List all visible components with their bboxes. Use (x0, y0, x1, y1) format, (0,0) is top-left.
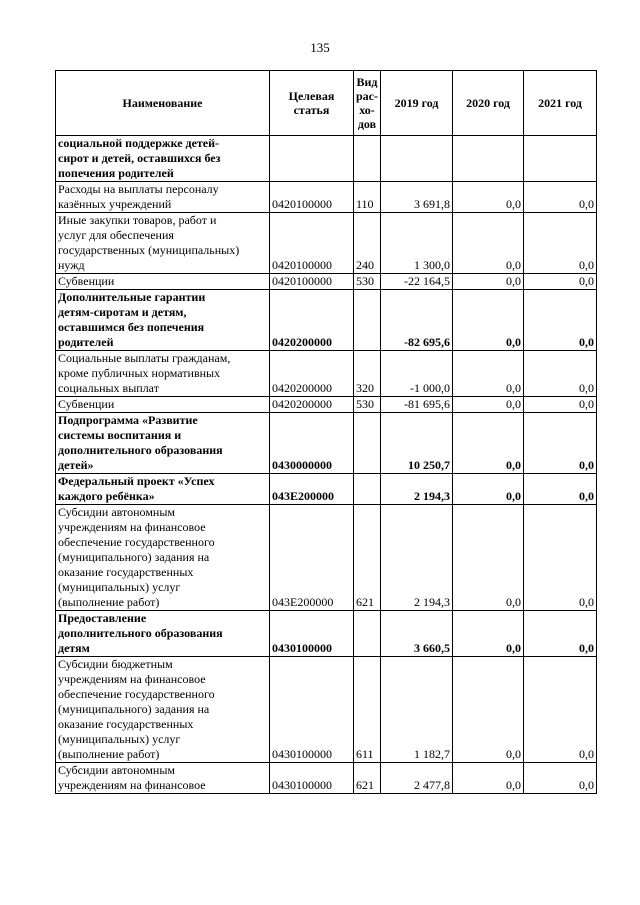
table-row (56, 397, 597, 413)
row-value-2020-cell: 0,0 (453, 397, 524, 413)
row-target-article-cell: 0420100000 (270, 182, 354, 213)
row-value-2021-cell: 0,0 (524, 474, 597, 505)
row-target-article-cell: 0430000000 (270, 413, 354, 474)
row-target-article-cell: 0420200000 (270, 397, 354, 413)
table-row (56, 657, 597, 763)
row-value-2019-cell: 2 194,3 (381, 474, 453, 505)
column-header-expense-kind: Вид рас- хо- дов (354, 71, 381, 136)
row-value-2021-cell: 0,0 (524, 763, 597, 794)
row-expense-kind-cell: 110 (354, 182, 381, 213)
row-value-2019-cell: 3 660,5 (381, 611, 453, 657)
row-name-cell: Дополнительные гарантии детям-сиротам и детям, оставшимся без попечения родителей (56, 290, 270, 351)
row-value-2020-cell: 0,0 (453, 351, 524, 397)
row-target-article-cell: 043E200000 (270, 505, 354, 611)
row-value-2019-cell: 1 182,7 (381, 657, 453, 763)
row-value-2019-cell: 3 691,8 (381, 182, 453, 213)
row-target-article-cell: 0420200000 (270, 290, 354, 351)
row-name-cell: Субсидии бюджетным учреждениям на финансовое обеспечение государственного (муниципального) задания на оказание государственных (муниципальных) услуг (выполнение работ) (56, 657, 270, 763)
row-value-2019-cell: 1 300,0 (381, 213, 453, 274)
row-value-2021-cell (524, 136, 597, 182)
row-value-2020-cell: 0,0 (453, 274, 524, 290)
row-value-2021-cell: 0,0 (524, 274, 597, 290)
row-expense-kind-cell (354, 611, 381, 657)
column-header-name: Наименование (56, 71, 270, 136)
row-value-2020-cell: 0,0 (453, 763, 524, 794)
column-header-2021: 2021 год (524, 71, 597, 136)
row-name-cell: Субвенции (56, 274, 270, 290)
row-name-cell: Субсидии автономным учреждениям на финансовое (56, 763, 270, 794)
row-value-2021-cell: 0,0 (524, 505, 597, 611)
row-name-cell: Социальные выплаты гражданам, кроме публичных нормативных социальных выплат (56, 351, 270, 397)
row-value-2021-cell: 0,0 (524, 290, 597, 351)
column-header-2019: 2019 год (381, 71, 453, 136)
row-value-2021-cell: 0,0 (524, 351, 597, 397)
row-name-cell: Иные закупки товаров, работ и услуг для обеспечения государственных (муниципальных) нужд (56, 213, 270, 274)
row-expense-kind-cell: 240 (354, 213, 381, 274)
row-expense-kind-cell: 530 (354, 397, 381, 413)
row-name-cell: Расходы на выплаты персоналу казённых учреждений (56, 182, 270, 213)
row-target-article-cell: 0430100000 (270, 763, 354, 794)
table-row (56, 290, 597, 351)
row-expense-kind-cell: 530 (354, 274, 381, 290)
row-expense-kind-cell: 611 (354, 657, 381, 763)
row-target-article-cell (270, 136, 354, 182)
row-value-2020-cell: 0,0 (453, 182, 524, 213)
row-value-2021-cell: 0,0 (524, 397, 597, 413)
table-row (56, 505, 597, 611)
table-header-row (56, 71, 597, 136)
page-number: 135 (310, 40, 330, 55)
row-value-2019-cell: -81 695,6 (381, 397, 453, 413)
row-name-cell: Субсидии автономным учреждениям на финансовое обеспечение государственного (муниципального) задания на оказание государственных (муниципальных) услуг (выполнение работ) (56, 505, 270, 611)
row-target-article-cell: 0420100000 (270, 213, 354, 274)
row-value-2021-cell: 0,0 (524, 611, 597, 657)
row-value-2020-cell: 0,0 (453, 505, 524, 611)
row-target-article-cell: 043E200000 (270, 474, 354, 505)
row-value-2021-cell: 0,0 (524, 213, 597, 274)
table-row (56, 611, 597, 657)
row-value-2019-cell: -22 164,5 (381, 274, 453, 290)
row-expense-kind-cell: 621 (354, 763, 381, 794)
row-expense-kind-cell (354, 474, 381, 505)
row-value-2021-cell: 0,0 (524, 413, 597, 474)
row-value-2019-cell: 2 477,8 (381, 763, 453, 794)
row-value-2021-cell: 0,0 (524, 657, 597, 763)
row-name-cell: Предоставление дополнительного образования детям (56, 611, 270, 657)
row-name-cell: социальной поддержке детей- сирот и детей, оставшихся без попечения родителей (56, 136, 270, 182)
row-name-cell: Субвенции (56, 397, 270, 413)
row-value-2019-cell: 10 250,7 (381, 413, 453, 474)
table-row (56, 182, 597, 213)
row-value-2019-cell: 2 194,3 (381, 505, 453, 611)
row-value-2020-cell: 0,0 (453, 657, 524, 763)
row-value-2020-cell: 0,0 (453, 474, 524, 505)
column-header-2020: 2020 год (453, 71, 524, 136)
row-expense-kind-cell: 320 (354, 351, 381, 397)
row-value-2020-cell (453, 136, 524, 182)
row-expense-kind-cell (354, 136, 381, 182)
table-row (56, 274, 597, 290)
row-value-2020-cell: 0,0 (453, 413, 524, 474)
table-body (56, 136, 597, 794)
table-row (56, 474, 597, 505)
row-expense-kind-cell (354, 290, 381, 351)
table-row (56, 136, 597, 182)
column-header-target-article: Целевая статья (270, 71, 354, 136)
row-target-article-cell: 0430100000 (270, 657, 354, 763)
row-target-article-cell: 0430100000 (270, 611, 354, 657)
row-expense-kind-cell (354, 413, 381, 474)
table-row (56, 351, 597, 397)
table-row (56, 413, 597, 474)
row-value-2019-cell: -1 000,0 (381, 351, 453, 397)
row-value-2020-cell: 0,0 (453, 611, 524, 657)
row-target-article-cell: 0420200000 (270, 351, 354, 397)
row-value-2019-cell: -82 695,6 (381, 290, 453, 351)
row-target-article-cell: 0420100000 (270, 274, 354, 290)
row-name-cell: Подпрограмма «Развитие системы воспитания и дополнительного образования детей» (56, 413, 270, 474)
row-value-2019-cell (381, 136, 453, 182)
row-value-2021-cell: 0,0 (524, 182, 597, 213)
table-row (56, 213, 597, 274)
row-value-2020-cell: 0,0 (453, 290, 524, 351)
row-name-cell: Федеральный проект «Успех каждого ребёнка» (56, 474, 270, 505)
row-expense-kind-cell: 621 (354, 505, 381, 611)
row-value-2020-cell: 0,0 (453, 213, 524, 274)
table-row (56, 763, 597, 794)
budget-table (55, 70, 597, 794)
